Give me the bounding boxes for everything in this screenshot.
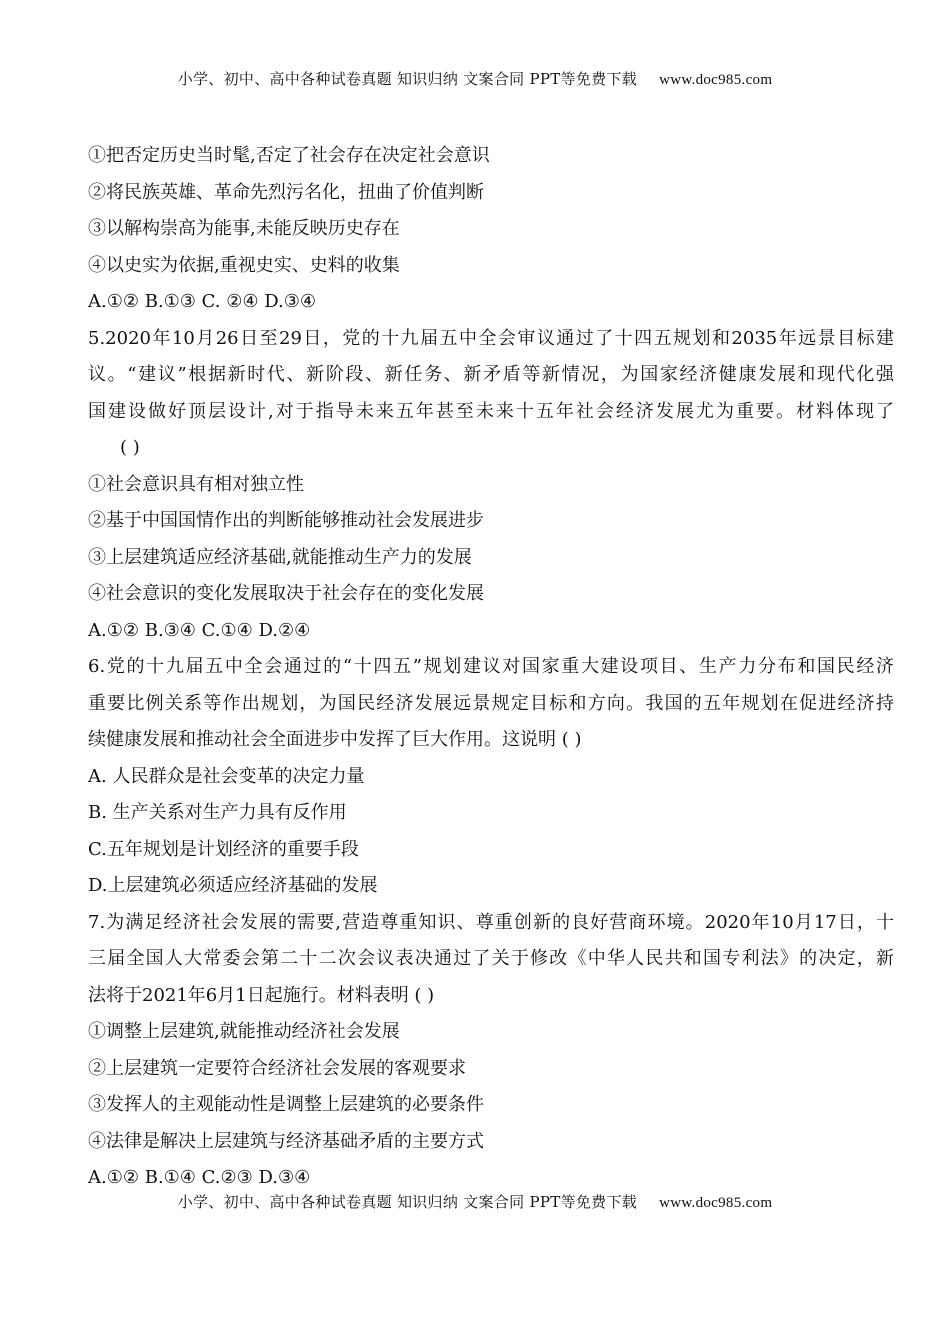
q6-option-c: C.五年规划是计划经济的重要手段 [88, 838, 359, 860]
q7-option-3: ③发挥人的主观能动性是调整上层建筑的必要条件 [88, 1094, 484, 1115]
q5-stem-line-3: 国建设做好顶层设计,对于指导未来五年甚至未来十五年社会经济发展尤为重要。材料体现了 [88, 400, 894, 422]
question-4-tail [88, 138, 894, 321]
q7-option-1: ①调整上层建筑,就能推动经济社会发展 [88, 1021, 400, 1042]
q5-option-2: ②基于中国国情作出的判断能够推动社会发展进步 [88, 510, 484, 531]
q4-answers: A.①② B.①③ C. ②④ D.③④ [88, 291, 317, 312]
q5-stem-line-2: 议。“建议”根据新时代、新阶段、新任务、新矛盾等新情况，为国家经济健康发展和现代化强 [88, 364, 894, 385]
q4-option-1: ①把否定历史当时髦,否定了社会存在决定社会意识 [88, 145, 490, 166]
header-site-link[interactable]: www.doc985.com [659, 72, 773, 88]
q7-option-4: ④法律是解决上层建筑与经济基础矛盾的主要方式 [88, 1130, 484, 1152]
q5-option-3: ③上层建筑适应经济基础,就能推动生产力的发展 [88, 546, 472, 568]
question-5 [88, 321, 894, 650]
page-header [0, 68, 950, 89]
q5-option-4: ④社会意识的变化发展取决于社会存在的变化发展 [88, 583, 484, 604]
q6-stem-line-2: 重要比例关系等作出规划，为国民经济发展远景规定目标和方向。我国的五年规划在促进经济持 [88, 692, 894, 714]
q6-stem-line-3: 续健康发展和推动社会全面进步中发挥了巨大作用。这说明 ( ) [88, 729, 582, 750]
q4-option-3: ③以解构崇高为能事,未能反映历史存在 [88, 218, 400, 239]
q4-option-4: ④以史实为依据,重视史实、史料的收集 [88, 254, 400, 276]
footer-text: 小学、初中、高中各种试卷真题 知识归纳 文案合同 PPT等免费下载 [177, 1193, 638, 1211]
q7-stem-line-2: 三届全国人大常委会第二十二次会议表决通过了关于修改《中华人民共和国专利法》的决定，新 [88, 948, 894, 969]
q6-option-a: A. 人民群众是社会变革的决定力量 [88, 765, 365, 787]
question-6 [88, 649, 894, 905]
document-body [88, 138, 894, 1197]
page-footer [0, 1191, 950, 1212]
q4-option-2: ②将民族英雄、革命先烈污名化，扭曲了价值判断 [88, 181, 484, 203]
q5-option-1: ①社会意识具有相对独立性 [88, 473, 304, 495]
q6-option-b: B. 生产关系对生产力具有反作用 [88, 802, 347, 823]
q6-option-d: D.上层建筑必须适应经济基础的发展 [88, 875, 378, 896]
q7-option-2: ②上层建筑一定要符合经济社会发展的客观要求 [88, 1057, 466, 1079]
q7-stem-line-3: 法将于2021年6月1日起施行。材料表明 ( ) [88, 984, 435, 1006]
q7-answers: A.①② B.①④ C.②③ D.③④ [88, 1167, 311, 1188]
q6-stem-line-1: 6.党的十九届五中全会通过的“十四五”规划建议对国家重大建设项目、生产力分布和国民经济 [88, 656, 894, 677]
q7-stem-line-1: 7.为满足经济社会发展的需要,营造尊重知识、尊重创新的良好营商环境。2020年10月17日，十 [88, 911, 894, 933]
q5-stem-line-1: 5.2020年10月26日至29日，党的十九届五中全会审议通过了十四五规划和2035年远景目标建 [88, 327, 894, 349]
header-text: 小学、初中、高中各种试卷真题 知识归纳 文案合同 PPT等免费下载 [177, 70, 638, 88]
q5-stem-line-4: ( ) [120, 437, 140, 458]
question-7 [88, 905, 894, 1197]
q5-answers: A.①② B.③④ C.①④ D.②④ [88, 619, 311, 641]
footer-site-link[interactable]: www.doc985.com [659, 1195, 773, 1211]
